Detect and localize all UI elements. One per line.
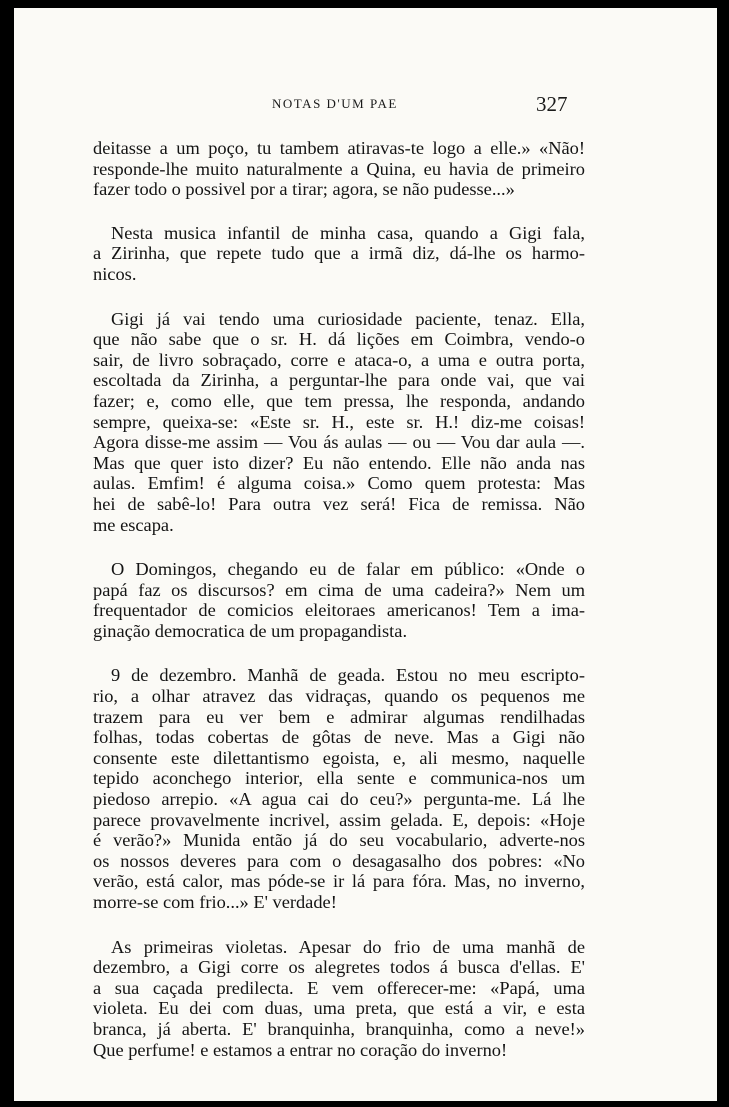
text-line: papá faz os discursos? em cima de uma cadeira?» Nem um <box>93 579 585 600</box>
page-number: 327 <box>536 92 568 116</box>
text-line: folhas, todas cobertas de gôtas de neve. Mas a Gigi não <box>93 727 585 748</box>
text-line: dezembro, a Gigi corre os alegretes todos á busca d'ellas. E' <box>93 957 585 978</box>
text-line: a Zirinha, que repete tudo que a irmã diz, dá-lhe os harmo- <box>93 243 585 264</box>
text-line: a sua caçada predilecta. E vem offerecer-me: «Papá, uma <box>93 977 585 998</box>
paragraph <box>93 309 585 536</box>
text-line: piedoso arrepio. «A agua cai do ceu?» pergunta-me. Lá lhe <box>93 789 585 810</box>
text-line: frequentador de comicios eleitoraes americanos! Tem a ima- <box>93 600 585 621</box>
text-line: aulas. Emfim! é alguma coisa.» Como quem protesta: Mas <box>93 473 585 494</box>
text-line: Nesta musica infantil de minha casa, quando a Gigi fala, <box>111 222 585 243</box>
text-line: As primeiras violetas. Apesar do frio de uma manhã de <box>111 936 585 957</box>
text-line: deitasse a um poço, tu tambem atiravas-te logo a elle.» «Não! <box>93 138 585 158</box>
text-line: consente este dilettantismo egoista, e, ali mesmo, naquelle <box>93 747 585 768</box>
text-line: violeta. Eu dei com duas, uma preta, que está a vir, e esta <box>93 998 585 1019</box>
text-line: tepido aconchego interior, ella sente e communica-nos um <box>93 768 585 789</box>
text-line: parece provavelmente incrivel, assim gelada. E, depois: «Hoje <box>93 809 585 830</box>
text-line: Que perfume! e estamos a entrar no coração do inverno! <box>93 1039 508 1060</box>
text-line: fazer todo o possivel por a tirar; agora, se não pudesse...» <box>93 179 515 200</box>
text-line: verão, está calor, mas póde-se ir lá para fóra. Mas, no inverno, <box>93 871 585 892</box>
text-line: O Domingos, chegando eu de falar em público: «Onde o <box>111 559 585 580</box>
text-line: rio, a olhar atravez das vidraças, quando os pequenos me <box>93 686 585 707</box>
text-line: Gigi já vai tendo uma curiosidade paciente, tenaz. Ella, <box>111 308 585 329</box>
text-line: Agora disse-me assim — Vou ás aulas — ou — Vou dar aula —. <box>93 432 585 453</box>
text-line: os nossos deveres para com o desagasalho dos pobres: «No <box>93 850 585 871</box>
paragraph <box>93 559 585 641</box>
text-line: fazer; e, como elle, que tem pressa, lhe responda, andando <box>93 390 585 411</box>
text-line: nicos. <box>93 263 137 284</box>
text-line: sair, de livro sobraçado, corre e ataca-o, a uma e outra porta, <box>93 349 585 370</box>
text-line: responde-lhe muito naturalmente a Quina, eu havia de primeiro <box>93 158 585 179</box>
text-line: trazem para eu ver bem e admirar algumas rendilhadas <box>93 706 585 727</box>
text-line: 9 de dezembro. Manhã de geada. Estou no meu escripto- <box>111 665 585 686</box>
text-line: Mas que quer isto dizer? Eu não entendo. Elle não anda nas <box>93 452 585 473</box>
text-line: sempre, queixa-se: «Este sr. H., este sr. H.! diz-me coisas! <box>93 411 585 432</box>
text-line: ginação democratica de um propagandista. <box>93 620 408 641</box>
paragraph <box>93 665 585 912</box>
text-line: que não sabe que o sr. H. dá lições em Coimbra, vendo-o <box>93 329 585 350</box>
paragraph <box>93 223 585 285</box>
text-line: escoltada da Zirinha, a perguntar-lhe para onde vai, que vai <box>93 370 585 391</box>
body-text <box>93 138 585 1084</box>
text-line: é verão?» Munida então já do seu vocabulario, adverte-nos <box>93 830 585 851</box>
page-header <box>14 94 717 118</box>
paragraph <box>93 937 585 1061</box>
book-page <box>14 8 717 1101</box>
text-line: hei de sabê-lo! Para outra vez será! Fica de remissa. Não <box>93 493 585 514</box>
text-line: branca, já aberta. E' branquinha, branquinha, como a neve!» <box>93 1018 585 1039</box>
running-head: NOTAS D'UM PAE <box>272 96 398 111</box>
text-line: me escapa. <box>93 514 174 535</box>
text-line: morre-se com frio...» E' verdade! <box>93 892 337 912</box>
paragraph <box>93 138 585 200</box>
